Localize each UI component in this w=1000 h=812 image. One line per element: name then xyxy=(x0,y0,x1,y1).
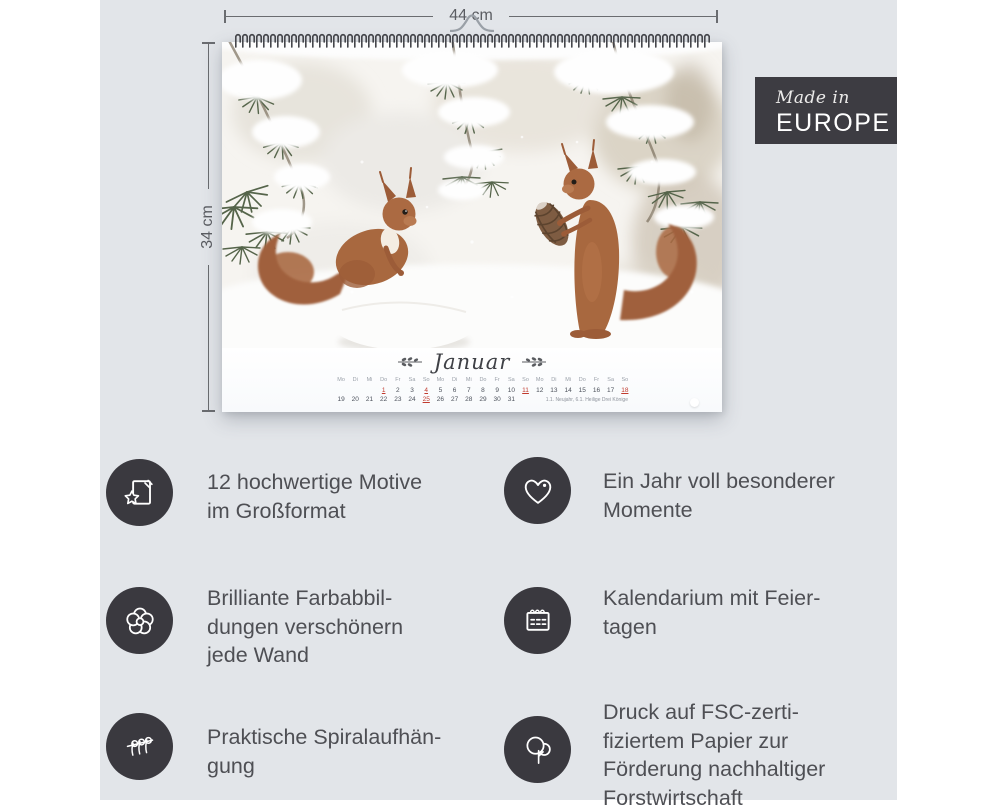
dimension-line xyxy=(208,265,209,410)
calendar-cell: 15 xyxy=(578,386,586,394)
feature-farbabbildungen xyxy=(106,587,445,670)
calendar-cell: 31 xyxy=(507,396,515,403)
calendar-cell: 5 xyxy=(438,386,443,394)
calendar-cell: 11 xyxy=(522,386,529,394)
calendar-cell xyxy=(334,386,348,396)
calendar-cell: 26 xyxy=(436,396,445,403)
calendar-cell: Sa xyxy=(507,377,515,383)
calendar-cell: Di xyxy=(551,377,557,383)
calendar-cell: 20 xyxy=(351,396,359,403)
calendar-cell: Do xyxy=(380,377,388,383)
feature-text: Brilliante Farbabbildungen verschönern jede Wand xyxy=(207,586,404,667)
calendar-cell: Mi xyxy=(465,377,472,383)
calendar-cell: 17 xyxy=(607,386,615,394)
calendar-cell xyxy=(348,386,362,396)
calendar-cell: Di xyxy=(451,377,458,383)
heart-icon xyxy=(518,471,558,511)
calendar-cell: 22 xyxy=(380,396,388,403)
feature-text: Ein Jahr voll besonderer Momente xyxy=(603,469,835,522)
calendar-cell: Di xyxy=(352,377,358,383)
width-dimension-label: 44 cm xyxy=(449,7,493,24)
spiral-binding xyxy=(234,30,710,48)
calendar-cell xyxy=(362,386,376,396)
dimension-tick xyxy=(716,10,718,23)
calendar-cell: Sa xyxy=(408,377,416,383)
badge-line1: Made in xyxy=(776,88,850,108)
calendar-cell: Mi xyxy=(565,377,571,383)
calendar-cell: Sa xyxy=(607,377,615,383)
holiday-note: 1.1. Neujahr, 6.1. Heilige Drei Könige xyxy=(545,397,628,403)
calendar-cell: Mi xyxy=(366,377,373,383)
calendar-cell: 16 xyxy=(592,386,601,394)
calendar-cell: 25 xyxy=(422,396,430,403)
calendar-cell: 18 xyxy=(621,386,629,394)
height-dimension xyxy=(199,42,217,412)
feature-text: 12 hochwertige Motive im Großformat xyxy=(207,470,423,523)
calendar-cell: 8 xyxy=(481,386,485,394)
dates-row-1 xyxy=(334,386,634,396)
calendar-cell: 28 xyxy=(465,396,473,403)
spiral-icon xyxy=(120,727,160,767)
feature-text: Kalendarium mit Feiertagen xyxy=(603,586,821,639)
page-curl-dot xyxy=(690,398,699,407)
calendar-cell: 29 xyxy=(479,396,487,403)
leaf-ornament-icon xyxy=(398,357,424,367)
calendar-cell: 23 xyxy=(394,396,402,403)
calendar-cell: So xyxy=(422,377,430,383)
badge-line2: EUROPE xyxy=(776,109,891,137)
calendar-cell: 2 xyxy=(396,386,400,394)
calendar-cell: 9 xyxy=(495,386,499,394)
calendar-cell: So xyxy=(621,377,629,383)
calendar-cell: 1 xyxy=(381,386,386,394)
feature-fsc-papier xyxy=(504,700,855,812)
picture-star-icon xyxy=(120,473,160,513)
calendar-product xyxy=(222,42,722,412)
tree-icon xyxy=(518,730,558,770)
calendar-cell: 4 xyxy=(424,386,429,394)
dimension-line xyxy=(208,44,209,189)
calendar-cell: 27 xyxy=(450,396,459,403)
calendar-cell: Mo xyxy=(436,377,445,383)
dimension-line xyxy=(509,16,716,17)
calendar-cell: 13 xyxy=(550,386,558,394)
made-in-europe-badge xyxy=(755,77,897,144)
feature-text: Praktische Spiralaufhängung xyxy=(207,725,442,778)
calendar-cell: Do xyxy=(479,377,487,383)
feature-text: Druck auf FSC-zertifiziertem Papier zur Förderung nachhaltiger Forstwirtschaft xyxy=(603,700,826,810)
calendar-cell: 10 xyxy=(507,386,515,394)
calendar-cell: 3 xyxy=(410,386,414,394)
calendar-cell: 19 xyxy=(337,396,345,403)
calendar-cell: 7 xyxy=(466,386,471,394)
flower-icon xyxy=(120,601,160,641)
feature-motive xyxy=(106,459,447,526)
snow-mound xyxy=(326,282,482,348)
calendar-cell: Do xyxy=(578,377,586,383)
calendar-cell: 6 xyxy=(452,386,457,394)
feature-momente xyxy=(504,457,855,524)
calendar-cell: Fr xyxy=(395,377,401,383)
calendar-cell: Mo xyxy=(535,377,544,383)
feature-kalendarium xyxy=(504,587,841,654)
calendar-cell: 30 xyxy=(493,396,501,403)
calendar-cell: 21 xyxy=(365,396,374,403)
calendar-cell: Fr xyxy=(494,377,500,383)
calendar-cell: Mo xyxy=(337,377,345,383)
calendar-strip xyxy=(222,348,722,412)
dimension-line xyxy=(226,16,433,17)
calendar-cell: So xyxy=(522,377,529,383)
leaf-ornament-icon xyxy=(520,357,546,367)
calendar-cell: 24 xyxy=(408,396,416,403)
dimension-tick xyxy=(202,410,215,412)
calendar-icon xyxy=(518,601,558,641)
calendar-cell: 12 xyxy=(536,386,544,394)
hanger-wire xyxy=(450,12,494,32)
calendar-cell: Fr xyxy=(593,377,600,383)
height-dimension-label: 34 cm xyxy=(199,205,216,249)
calendar-photo-january xyxy=(222,42,722,348)
month-title: Januar xyxy=(433,350,511,374)
calendar-cell: 14 xyxy=(564,386,572,394)
feature-spiralaufhaengung xyxy=(106,713,463,780)
weekday-row xyxy=(334,376,634,386)
